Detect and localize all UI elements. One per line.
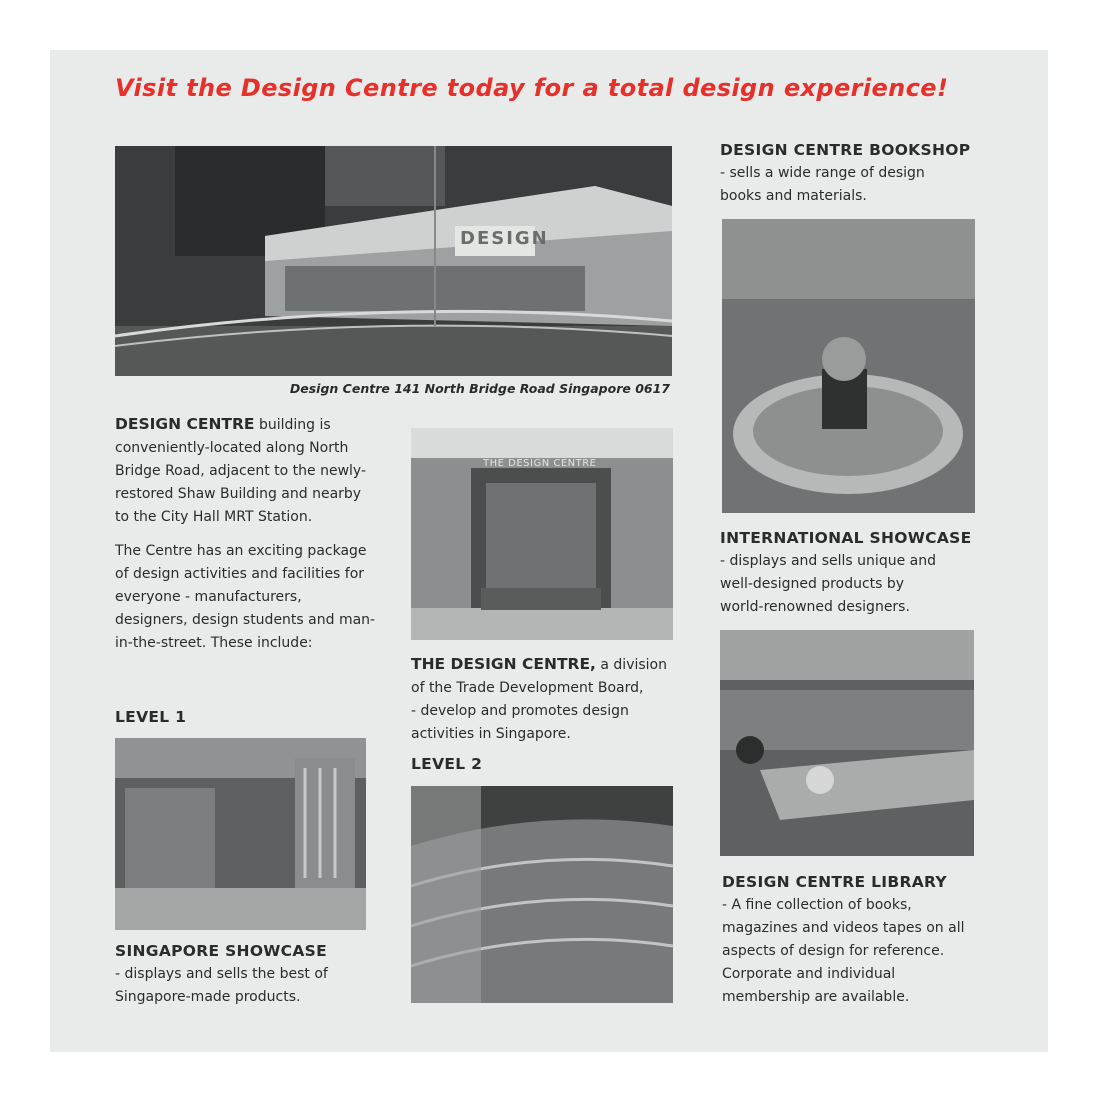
international-line2: well-designed products by — [720, 576, 905, 592]
bookshop-text — [720, 162, 980, 208]
library-title: DESIGN CENTRE LIBRARY — [722, 873, 947, 891]
singapore-showcase-line2: Singapore-made products. — [115, 989, 301, 1005]
bookshop-line2: books and materials. — [720, 188, 867, 204]
intro-text — [115, 413, 377, 666]
entrance-sign: THE DESIGN CENTRE — [483, 458, 597, 469]
library-text — [722, 894, 982, 1009]
library-photo — [720, 630, 974, 856]
building-photo — [115, 146, 672, 376]
international-line3: world-renowned designers. — [720, 599, 910, 615]
bookshop-line1: - sells a wide range of design — [720, 165, 925, 181]
singapore-showcase-line1: - displays and sells the best of — [115, 966, 328, 982]
division-line4: activities in Singapore. — [411, 726, 571, 742]
building-sign: DESIGN — [460, 228, 549, 249]
headline: Visit the Design Centre today for a total design experience! — [115, 74, 949, 102]
division-lead: THE DESIGN CENTRE, — [411, 655, 596, 673]
design-centre-division-text — [411, 653, 681, 746]
intro-lead: DESIGN CENTRE — [115, 415, 255, 433]
singapore-showcase-photo — [115, 738, 366, 930]
international-line1: - displays and sells unique and — [720, 553, 936, 569]
division-line2: of the Trade Development Board, — [411, 680, 644, 696]
intro-lead-rest: building is conveniently-located along North Bridge Road, adjacent to the newly-restored Shaw Building and nearby to the City Hall MRT Station. — [115, 417, 367, 525]
singapore-showcase-text — [115, 963, 377, 1009]
international-showcase-title: INTERNATIONAL SHOWCASE — [720, 529, 972, 547]
bookshop-title: DESIGN CENTRE BOOKSHOP — [720, 141, 971, 159]
intro-paragraph-2: The Centre has an exciting package of design activities and facilities for everyone - manufacturers, designers, design students and man-in-the-street. These include: — [115, 543, 376, 651]
intro-paragraph — [115, 413, 377, 529]
entrance-photo — [411, 428, 673, 640]
level1-heading: LEVEL 1 — [115, 708, 187, 726]
level2-heading: LEVEL 2 — [411, 755, 483, 773]
singapore-showcase-title: SINGAPORE SHOWCASE — [115, 942, 328, 960]
division-rest: a division — [600, 657, 667, 673]
library-line1: - A fine collection of books, — [722, 897, 912, 913]
library-line2: magazines and videos tapes on all — [722, 920, 965, 936]
division-line3: - develop and promotes design — [411, 703, 629, 719]
division-line1 — [411, 653, 681, 677]
library-line4: Corporate and individual — [722, 966, 896, 982]
library-line3: aspects of design for reference. — [722, 943, 945, 959]
library-line5: membership are available. — [722, 989, 910, 1005]
international-showcase-text — [720, 550, 980, 619]
building-caption: Design Centre 141 North Bridge Road Singapore 0617 — [289, 381, 670, 396]
magazine-rack-photo — [411, 786, 673, 1003]
bookshop-photo — [722, 219, 975, 513]
